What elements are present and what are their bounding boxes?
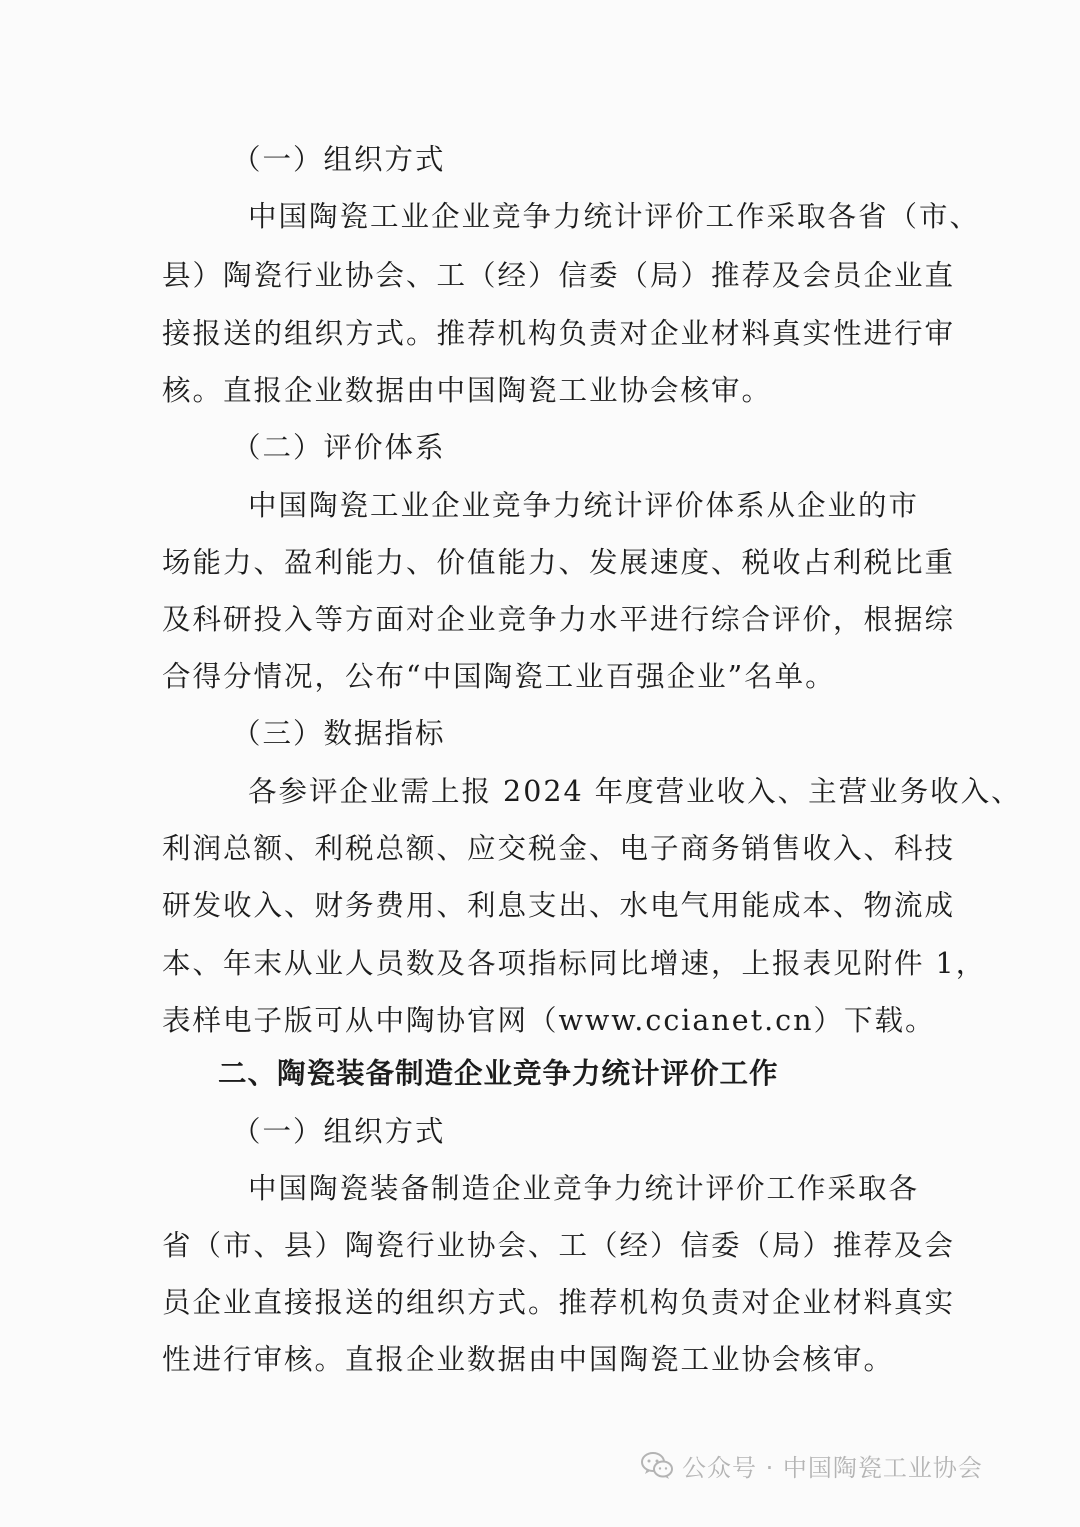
subheading-organization: （一）组织方式 — [232, 1115, 446, 1148]
paragraph-line: 县）陶瓷行业协会、工（经）信委（局）推荐及会员企业直 — [162, 259, 956, 292]
paragraph-line: 省（市、县）陶瓷行业协会、工（经）信委（局）推荐及会 — [162, 1229, 956, 1262]
paragraph-line: 员企业直接报送的组织方式。推荐机构负责对企业材料真实 — [162, 1286, 956, 1319]
wechat-icon — [640, 1450, 674, 1480]
watermark — [640, 1445, 983, 1485]
subheading-data-indicators: （三）数据指标 — [232, 717, 446, 750]
subheading-evaluation-system: （二）评价体系 — [232, 431, 446, 464]
paragraph-line: 表样电子版可从中陶协官网（www.ccianet.cn）下载。 — [162, 1004, 936, 1037]
paragraph-line: 场能力、盈利能力、价值能力、发展速度、税收占利税比重 — [162, 546, 956, 579]
paragraph-line: 及科研投入等方面对企业竞争力水平进行综合评价，根据综 — [162, 603, 956, 636]
paragraph-line: 接报送的组织方式。推荐机构负责对企业材料真实性进行审 — [162, 317, 956, 350]
paragraph-line: 合得分情况，公布“中国陶瓷工业百强企业”名单。 — [162, 660, 836, 693]
paragraph-line: 中国陶瓷工业企业竞争力统计评价工作采取各省（市、 — [248, 200, 981, 233]
paragraph-line: 利润总额、利税总额、应交税金、电子商务销售收入、科技 — [162, 832, 956, 865]
paragraph-line: 各参评企业需上报 2024 年度营业收入、主营业务收入、 — [248, 775, 1022, 808]
paragraph-line: 核。直报企业数据由中国陶瓷工业协会核审。 — [162, 374, 773, 407]
subheading-organization: （一）组织方式 — [232, 143, 446, 176]
watermark-text: 公众号 · 中国陶瓷工业协会 — [682, 1453, 983, 1482]
section-heading-equipment: 二、陶瓷装备制造企业竞争力统计评价工作 — [218, 1057, 779, 1090]
paragraph-line: 性进行审核。直报企业数据由中国陶瓷工业协会核审。 — [162, 1343, 895, 1376]
paragraph-line: 本、年末从业人员数及各项指标同比增速，上报表见附件 1， — [162, 947, 987, 980]
paragraph-line: 研发收入、财务费用、利息支出、水电气用能成本、物流成 — [162, 889, 956, 922]
paragraph-line: 中国陶瓷工业企业竞争力统计评价体系从企业的市 — [248, 489, 920, 522]
paragraph-line: 中国陶瓷装备制造企业竞争力统计评价工作采取各 — [248, 1172, 920, 1205]
